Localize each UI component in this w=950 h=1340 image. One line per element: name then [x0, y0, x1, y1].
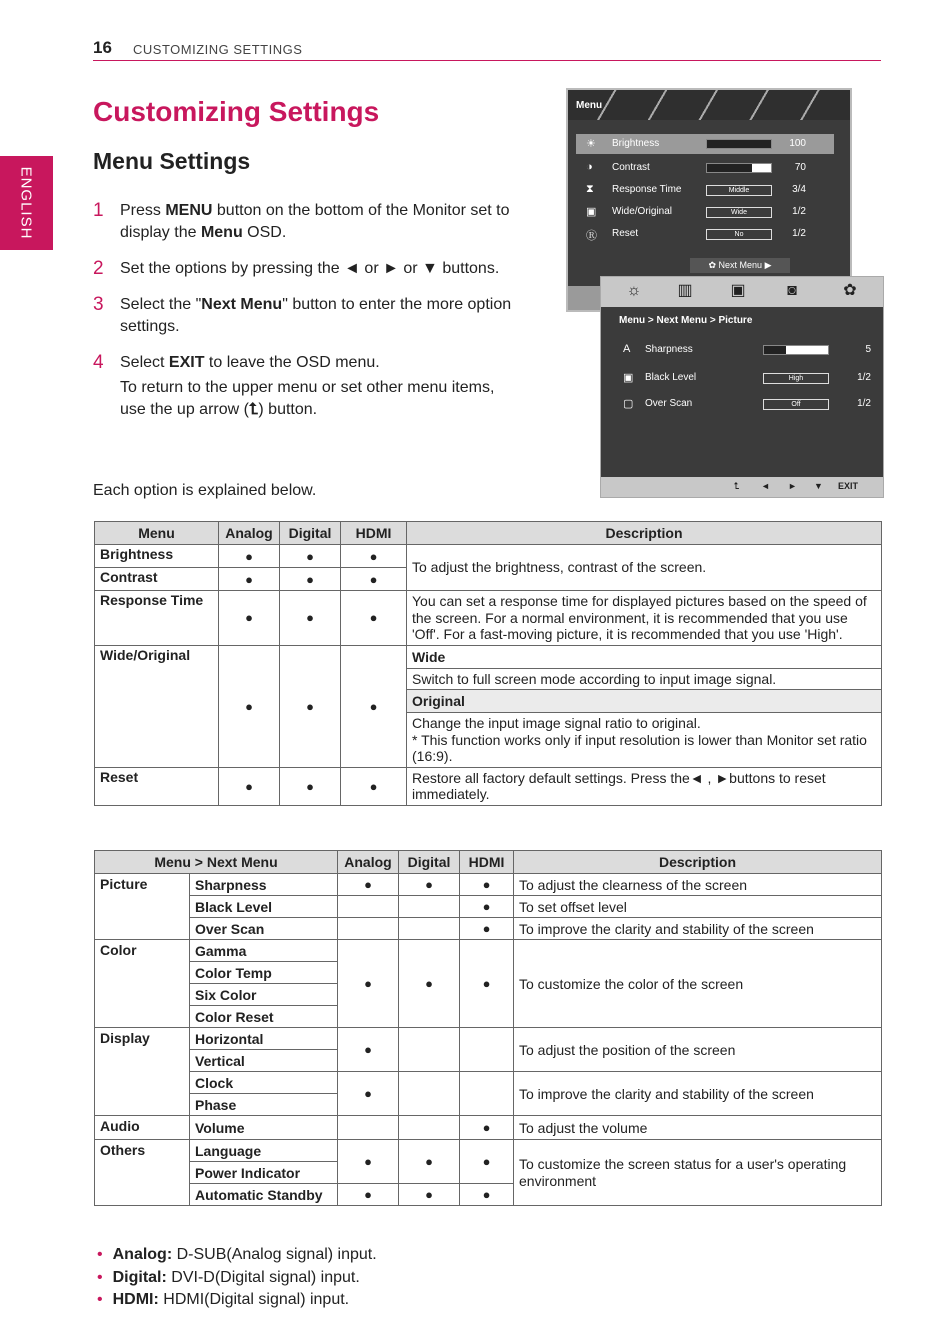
- over-scan-icon: ▢: [623, 398, 634, 410]
- empty-cell: [338, 918, 399, 940]
- osd-option-box[interactable]: High: [763, 373, 829, 384]
- table-row: [95, 940, 882, 962]
- page-number: 16: [93, 38, 112, 57]
- osd-row-value: 5: [865, 344, 871, 355]
- table-row: [95, 918, 882, 940]
- option-heading: Wide: [407, 645, 882, 668]
- support-dot: ●: [338, 1028, 399, 1072]
- menu-keyword: EXIT: [168, 354, 205, 371]
- support-dot: ●: [219, 568, 280, 591]
- language-tab-label: ENGLISH: [17, 166, 35, 240]
- osd-title-bar: [568, 90, 850, 120]
- brightness-bar[interactable]: [706, 139, 772, 149]
- osd-option-box[interactable]: Wide: [706, 207, 772, 218]
- table-header-row: [95, 522, 882, 545]
- osd-row-brightness[interactable]: [576, 134, 834, 154]
- osd-row-wide-original[interactable]: [576, 202, 834, 222]
- right-arrow-icon[interactable]: ►: [788, 481, 797, 491]
- row-description: [407, 713, 882, 768]
- language-tab: [0, 156, 53, 250]
- breadcrumb-item: Next Menu: [656, 315, 708, 326]
- table-row: [95, 1116, 882, 1140]
- osd-row-label: Sharpness: [645, 344, 693, 355]
- step-text: Select: [120, 354, 169, 371]
- menu-keyword: Menu: [200, 224, 243, 241]
- osd-row-value: 1/2: [857, 398, 871, 409]
- black-level-icon: ▣: [623, 372, 634, 384]
- note-term: Analog:: [112, 1246, 173, 1263]
- empty-cell: [460, 1028, 514, 1072]
- next-menu-button[interactable]: [690, 258, 790, 273]
- item-name: Automatic Standby: [190, 1184, 338, 1206]
- support-dot: ●: [460, 874, 514, 896]
- group-name: Others: [95, 1140, 190, 1206]
- column-header: HDMI: [341, 522, 407, 545]
- support-dot: ●: [341, 645, 407, 767]
- osd-row-value: 3/4: [792, 184, 806, 195]
- color-icon[interactable]: ▥: [677, 282, 693, 299]
- support-dot: ●: [280, 645, 341, 767]
- support-dot: ●: [280, 568, 341, 591]
- row-name: Contrast: [95, 568, 219, 591]
- description-line: Change the input image signal ratio to original.: [412, 715, 701, 731]
- row-description: To set offset level: [514, 896, 882, 918]
- osd-row-sharpness[interactable]: [621, 341, 871, 359]
- column-header: Digital: [280, 522, 341, 545]
- support-dot: ●: [219, 767, 280, 805]
- row-description: To improve the clarity and stability of the screen: [514, 1072, 882, 1116]
- osd-breadcrumb: [619, 315, 752, 326]
- breadcrumb-item: Picture: [718, 315, 753, 326]
- step-4-note: [120, 377, 523, 421]
- step-3: [93, 294, 523, 338]
- support-dot: ●: [460, 1116, 514, 1140]
- column-header: Menu: [95, 522, 219, 545]
- item-name: Horizontal: [190, 1028, 338, 1050]
- note-term: HDMI:: [112, 1291, 159, 1308]
- support-dot: ●: [460, 1140, 514, 1184]
- support-dot: ●: [341, 591, 407, 646]
- note-text: HDMI(Digital signal) input.: [158, 1291, 350, 1308]
- step-text: Set the options by pressing the ◄ or ► or ▼ buttons.: [120, 260, 500, 277]
- osd-row-label: Black Level: [645, 372, 697, 383]
- step-text: button on the bottom of the Monitor set to display the: [120, 202, 510, 241]
- exit-button[interactable]: EXIT: [838, 481, 859, 491]
- contrast-icon: ◑: [586, 161, 593, 173]
- row-description: To improve the clarity and stability of the screen: [514, 918, 882, 940]
- note-item: [97, 1267, 377, 1290]
- brightness-icon: ☀: [586, 138, 596, 150]
- item-name: Six Color: [190, 984, 338, 1006]
- empty-cell: [399, 1028, 460, 1072]
- note-item: [97, 1244, 377, 1267]
- empty-cell: [338, 896, 399, 918]
- osd-row-value: 1/2: [792, 228, 806, 239]
- row-description: To adjust the brightness, contrast of the screen.: [407, 545, 882, 591]
- sharpness-bar[interactable]: [763, 345, 829, 355]
- picture-icon[interactable]: ☼: [626, 282, 642, 299]
- up-arrow-icon[interactable]: ⮤: [734, 481, 740, 491]
- bullet-icon: •: [97, 1246, 103, 1263]
- item-name: Gamma: [190, 940, 338, 962]
- row-description: Switch to full screen mode according to input image signal.: [407, 668, 882, 690]
- table-header-row: [95, 851, 882, 874]
- bullet-icon: •: [97, 1291, 103, 1308]
- breadcrumb-separator: >: [709, 315, 716, 326]
- empty-cell: [460, 1072, 514, 1116]
- support-dot: ●: [399, 1140, 460, 1184]
- audio-icon[interactable]: ◙: [787, 282, 797, 299]
- osd-option-box[interactable]: No: [706, 229, 772, 240]
- step-1: [93, 200, 523, 244]
- group-name: Color: [95, 940, 190, 1028]
- table-row: [95, 767, 882, 805]
- item-name: Color Reset: [190, 1006, 338, 1028]
- menu-table: [94, 521, 882, 806]
- item-name: Black Level: [190, 896, 338, 918]
- menu-keyword: Next Menu: [201, 296, 283, 313]
- step-number: 3: [93, 294, 104, 315]
- others-icon[interactable]: ✿: [843, 282, 857, 299]
- osd-category-bar: [601, 277, 883, 307]
- bar-fill: [707, 164, 752, 172]
- column-header: Description: [514, 851, 882, 874]
- row-description: To adjust the clearness of the screen: [514, 874, 882, 896]
- osd-row-over-scan[interactable]: [621, 395, 871, 413]
- row-name: Response Time: [95, 591, 219, 646]
- column-header: Menu > Next Menu: [95, 851, 338, 874]
- support-dot: ●: [341, 545, 407, 568]
- osd-row-value: 1/2: [857, 372, 871, 383]
- row-description: To adjust the volume: [514, 1116, 882, 1140]
- osd-option-box[interactable]: Middle: [706, 185, 772, 196]
- bar-fill: [764, 346, 786, 354]
- option-heading: Original: [407, 690, 882, 713]
- table-row: [95, 874, 882, 896]
- steps-list: [93, 200, 523, 435]
- osd-row-label: Response Time: [612, 184, 682, 195]
- note-term: Digital:: [112, 1268, 167, 1286]
- osd-next-menu: [600, 276, 884, 498]
- step-number: 2: [93, 258, 104, 279]
- item-name: Over Scan: [190, 918, 338, 940]
- step-2: [93, 258, 523, 280]
- item-name: Language: [190, 1140, 338, 1162]
- table-row: [95, 1028, 882, 1050]
- osd-row-label: Wide/Original: [612, 206, 673, 217]
- description-note: * This function works only if input resolution is lower than Monitor set ratio (16:9).: [412, 731, 867, 764]
- section-title: CUSTOMIZING SETTINGS: [133, 42, 303, 57]
- step-number: 4: [93, 352, 104, 373]
- page-title: Customizing Settings: [93, 96, 380, 127]
- display-icon[interactable]: ▣: [730, 282, 746, 299]
- osd-row-contrast[interactable]: [576, 158, 834, 178]
- empty-cell: [399, 918, 460, 940]
- osd-row-value: 100: [789, 138, 806, 149]
- column-header: Analog: [219, 522, 280, 545]
- item-name: Volume: [190, 1116, 338, 1140]
- step-text: Select the ": [120, 296, 202, 313]
- osd-row-response-time[interactable]: [576, 180, 834, 200]
- breadcrumb-item: Menu: [619, 315, 646, 326]
- next-menu-label: Next Menu: [718, 260, 763, 270]
- support-dot: ●: [399, 940, 460, 1028]
- group-name: Display: [95, 1028, 190, 1116]
- support-dot: ●: [219, 591, 280, 646]
- table-row: [95, 1140, 882, 1162]
- step-text: OSD.: [242, 224, 287, 241]
- column-header: Digital: [399, 851, 460, 874]
- row-description: Restore all factory default settings. Press the◄ , ►buttons to reset immediately.: [407, 767, 882, 805]
- group-name: Audio: [95, 1116, 190, 1140]
- breadcrumb-separator: >: [647, 315, 654, 326]
- down-arrow-icon[interactable]: ▼: [814, 481, 823, 491]
- support-dot: ●: [460, 1184, 514, 1206]
- support-dot: ●: [338, 1140, 399, 1184]
- step-text: Press: [120, 202, 166, 219]
- gear-icon: ✿: [708, 260, 719, 270]
- row-name: Brightness: [95, 545, 219, 568]
- support-dot: ●: [460, 940, 514, 1028]
- osd-row-label: Brightness: [612, 138, 660, 149]
- next-menu-table: [94, 850, 882, 1206]
- table-row: [95, 645, 882, 668]
- step-text: To return to the upper menu or set other menu items, use the up arrow (: [120, 379, 495, 418]
- osd-row-reset[interactable]: [576, 224, 834, 244]
- row-name: Reset: [95, 767, 219, 805]
- column-header: HDMI: [460, 851, 514, 874]
- row-name: Wide/Original: [95, 645, 219, 767]
- row-description: To customize the color of the screen: [514, 940, 882, 1028]
- item-name: Color Temp: [190, 962, 338, 984]
- input-notes: [97, 1244, 377, 1312]
- support-dot: ●: [280, 767, 341, 805]
- osd-row-label: Reset: [612, 228, 639, 239]
- menu-keyword: MENU: [165, 202, 213, 219]
- section-subtitle: Menu Settings: [93, 148, 251, 174]
- support-dot: ●: [341, 767, 407, 805]
- step-text: " button to enter the more option settings.: [120, 296, 512, 335]
- support-dot: ●: [338, 1184, 399, 1206]
- support-dot: ●: [341, 568, 407, 591]
- support-dot: ●: [219, 545, 280, 568]
- support-dot: ●: [460, 918, 514, 940]
- item-name: Clock: [190, 1072, 338, 1094]
- support-dot: ●: [399, 874, 460, 896]
- note-text: D-SUB(Analog signal) input.: [172, 1246, 377, 1263]
- response-time-icon: ⧗: [586, 183, 594, 195]
- left-arrow-icon[interactable]: ◄: [761, 481, 770, 491]
- column-header: Description: [407, 522, 882, 545]
- step-number: 1: [93, 200, 104, 221]
- arrow-right-icon: ▶: [762, 260, 772, 270]
- item-name: Sharpness: [190, 874, 338, 896]
- support-dot: ●: [399, 1184, 460, 1206]
- sharpness-icon: A: [623, 343, 631, 355]
- column-header: Analog: [338, 851, 399, 874]
- empty-cell: [399, 896, 460, 918]
- group-name: Picture: [95, 874, 190, 940]
- empty-cell: [338, 1116, 399, 1140]
- bullet-icon: •: [97, 1268, 103, 1286]
- table-row: [95, 1072, 882, 1094]
- osd-row-value: 70: [794, 162, 806, 173]
- up-arrow-icon: ⮤: [248, 401, 259, 418]
- empty-cell: [399, 1072, 460, 1116]
- page-header: [93, 38, 881, 61]
- row-description: To customize the screen status for a user's operating environment: [514, 1140, 882, 1206]
- osd-row-label: Over Scan: [645, 398, 693, 409]
- support-dot: ●: [338, 1072, 399, 1116]
- wide-original-icon: ▣: [586, 206, 597, 218]
- contrast-bar[interactable]: [706, 163, 772, 173]
- item-name: Power Indicator: [190, 1162, 338, 1184]
- bar-fill: [707, 140, 771, 148]
- support-dot: ●: [219, 645, 280, 767]
- support-dot: ●: [280, 545, 341, 568]
- osd-menu-label: Menu: [576, 100, 603, 111]
- osd-row-value: 1/2: [792, 206, 806, 217]
- note-text: DVI-D(Digital signal) input.: [166, 1268, 360, 1286]
- support-dot: ●: [280, 591, 341, 646]
- osd-row-black-level[interactable]: [621, 369, 871, 387]
- step-text: ) button.: [258, 401, 318, 418]
- support-dot: ●: [338, 940, 399, 1028]
- row-description: You can set a response time for displayed pictures based on the speed of the screen. For a normal environment, it is recommended that you use 'Off'. For a fast-moving picture, it is recommended that you use 'High'.: [407, 591, 882, 646]
- reset-icon: Ⓡ: [586, 230, 597, 242]
- note-item: [97, 1289, 377, 1312]
- step-text: to leave the OSD menu.: [204, 354, 380, 371]
- table-row: [95, 545, 882, 568]
- step-4: [93, 352, 523, 421]
- support-dot: ●: [338, 874, 399, 896]
- row-description: To adjust the position of the screen: [514, 1028, 882, 1072]
- item-name: Phase: [190, 1094, 338, 1116]
- table-row: [95, 896, 882, 918]
- osd-option-box[interactable]: Off: [763, 399, 829, 410]
- support-dot: ●: [460, 896, 514, 918]
- empty-cell: [399, 1116, 460, 1140]
- item-name: Vertical: [190, 1050, 338, 1072]
- table-row: [95, 591, 882, 646]
- osd-row-label: Contrast: [612, 162, 650, 173]
- intro-text: Each option is explained below.: [93, 482, 317, 499]
- osd-button-bar: [601, 477, 883, 497]
